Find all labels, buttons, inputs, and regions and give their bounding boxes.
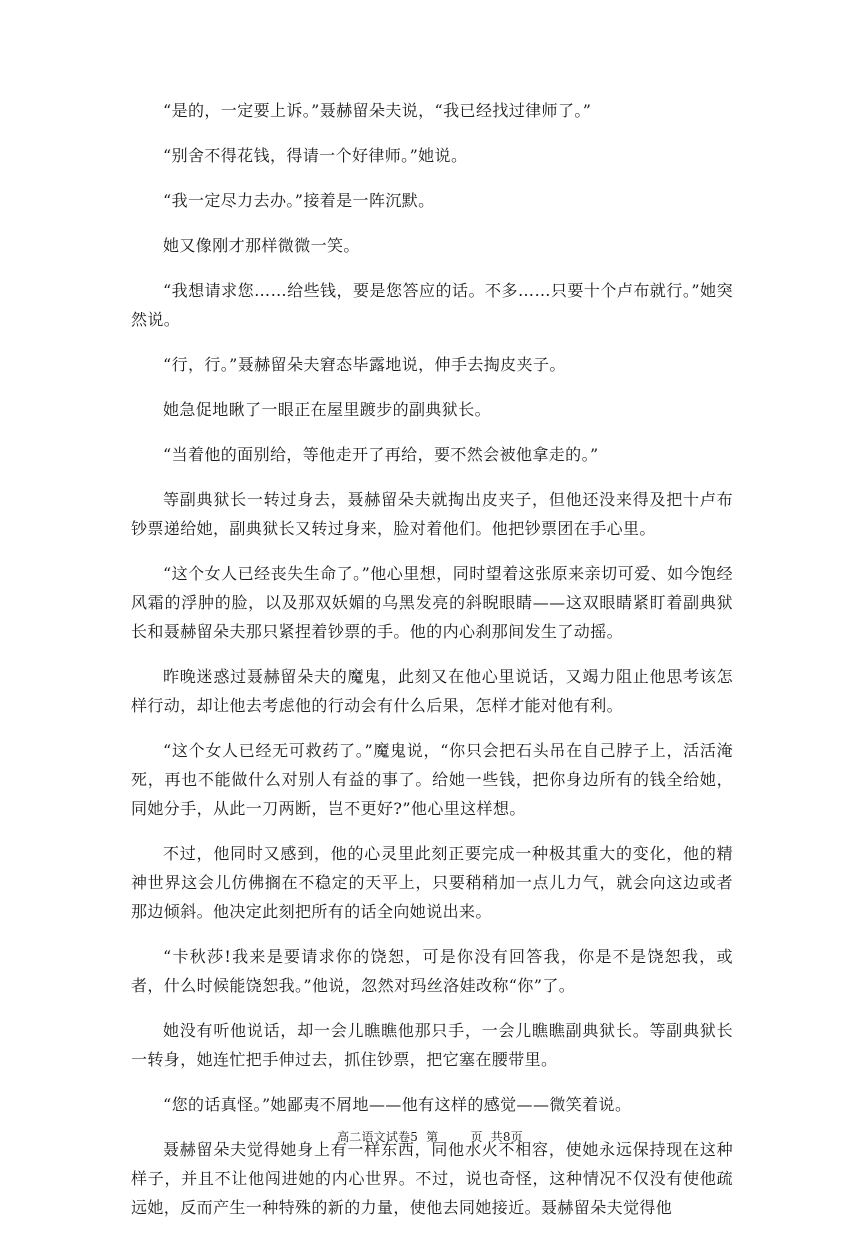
paragraph: “当着他的面别给，等他走开了再给，要不然会被他拿走的。”	[163, 445, 599, 464]
paragraph: “这个女人已经无可救药了。”魔鬼说，“你只会把石头吊在自己脖子上，活活淹死，再也不能做什么对别人有益的事了。给她一些钱，把你身边所有的钱全给她，同她分手，从此一刀两断，岂不更好?”他心里这样想。	[131, 741, 733, 818]
paragraph: “这个女人已经丧失生命了。”他心里想，同时望着这张原来亲切可爱、如今饱经风霜的浮肿的脸，以及那双妖媚的乌黑发亮的斜睨眼睛——这双眼睛紧盯着副典狱长和聂赫留朵夫那只紧捏着钞票的手。他的内心刹那间发生了动摇。	[131, 564, 733, 641]
footer-page-middle: 页	[470, 1130, 483, 1144]
paragraph: “别舍不得花钱，得请一个好律师。”她说。	[163, 146, 468, 165]
paragraph: “行，行。”聂赫留朵夫窘态毕露地说，伸手去掏皮夹子。	[163, 355, 566, 374]
paragraph: 等副典狱长一转过身去，聂赫留朵夫就掏出皮夹子，但他还没来得及把十卢布钞票递给她，副典狱长又转过身来，脸对着他们。他把钞票团在手心里。	[131, 490, 733, 538]
paragraph: “您的话真怪。”她鄙夷不屑地——他有这样的感觉——微笑着说。	[163, 1095, 632, 1114]
footer-page-prefix: 高二语文试卷5 第	[337, 1130, 439, 1144]
footer-page-total: 共8页	[490, 1130, 523, 1144]
paragraph: “是的，一定要上诉。”聂赫留朵夫说，“我已经找过律师了。”	[163, 101, 592, 120]
paragraph: 她没有听他说话，却一会儿瞧瞧他那只手，一会儿瞧瞧副典狱长。等副典狱长一转身，她连忙把手伸过去，抓住钞票，把它塞在腰带里。	[131, 1021, 733, 1069]
article-body	[131, 96, 733, 1238]
paragraph: “我想请求您……给些钱，要是您答应的话。不多……只要十个卢布就行。”她突然说。	[131, 281, 733, 329]
paragraph: 昨晚迷惑过聂赫留朵夫的魔鬼，此刻又在他心里说话，又竭力阻止他思考该怎样行动，却让他去考虑他的行动会有什么后果，怎样才能对他有利。	[131, 667, 733, 715]
paragraph: “卡秋莎!我来是要请求你的饶恕，可是你没有回答我，你是不是饶恕我，或者，什么时候能饶恕我。”他说，忽然对玛丝洛娃改称“你”了。	[131, 947, 733, 995]
paragraph: 不过，他同时又感到，他的心灵里此刻正要完成一种极其重大的变化，他的精神世界这会儿仿佛搁在不稳定的天平上，只要稍稍加一点儿力气，就会向这边或者那边倾斜。他决定此刻把所有的话全向她说出来。	[131, 844, 733, 921]
paragraph: 聂赫留朵夫觉得她身上有一样东西，同他水火不相容，使她永远保持现在这种样子，并且不让他闯进她的内心世界。不过，说也奇怪，这种情况不仅没有使他疏远她，反而产生一种特殊的新的力量，使他去同她接近。聂赫留朵夫觉得他	[131, 1140, 733, 1217]
paragraph: “我一定尽力去办。”接着是一阵沉默。	[163, 191, 435, 210]
paragraph: 她急促地瞅了一眼正在屋里踱步的副典狱长。	[163, 400, 492, 419]
page-footer	[0, 1128, 860, 1145]
paragraph: 她又像刚才那样微微一笑。	[163, 236, 360, 255]
